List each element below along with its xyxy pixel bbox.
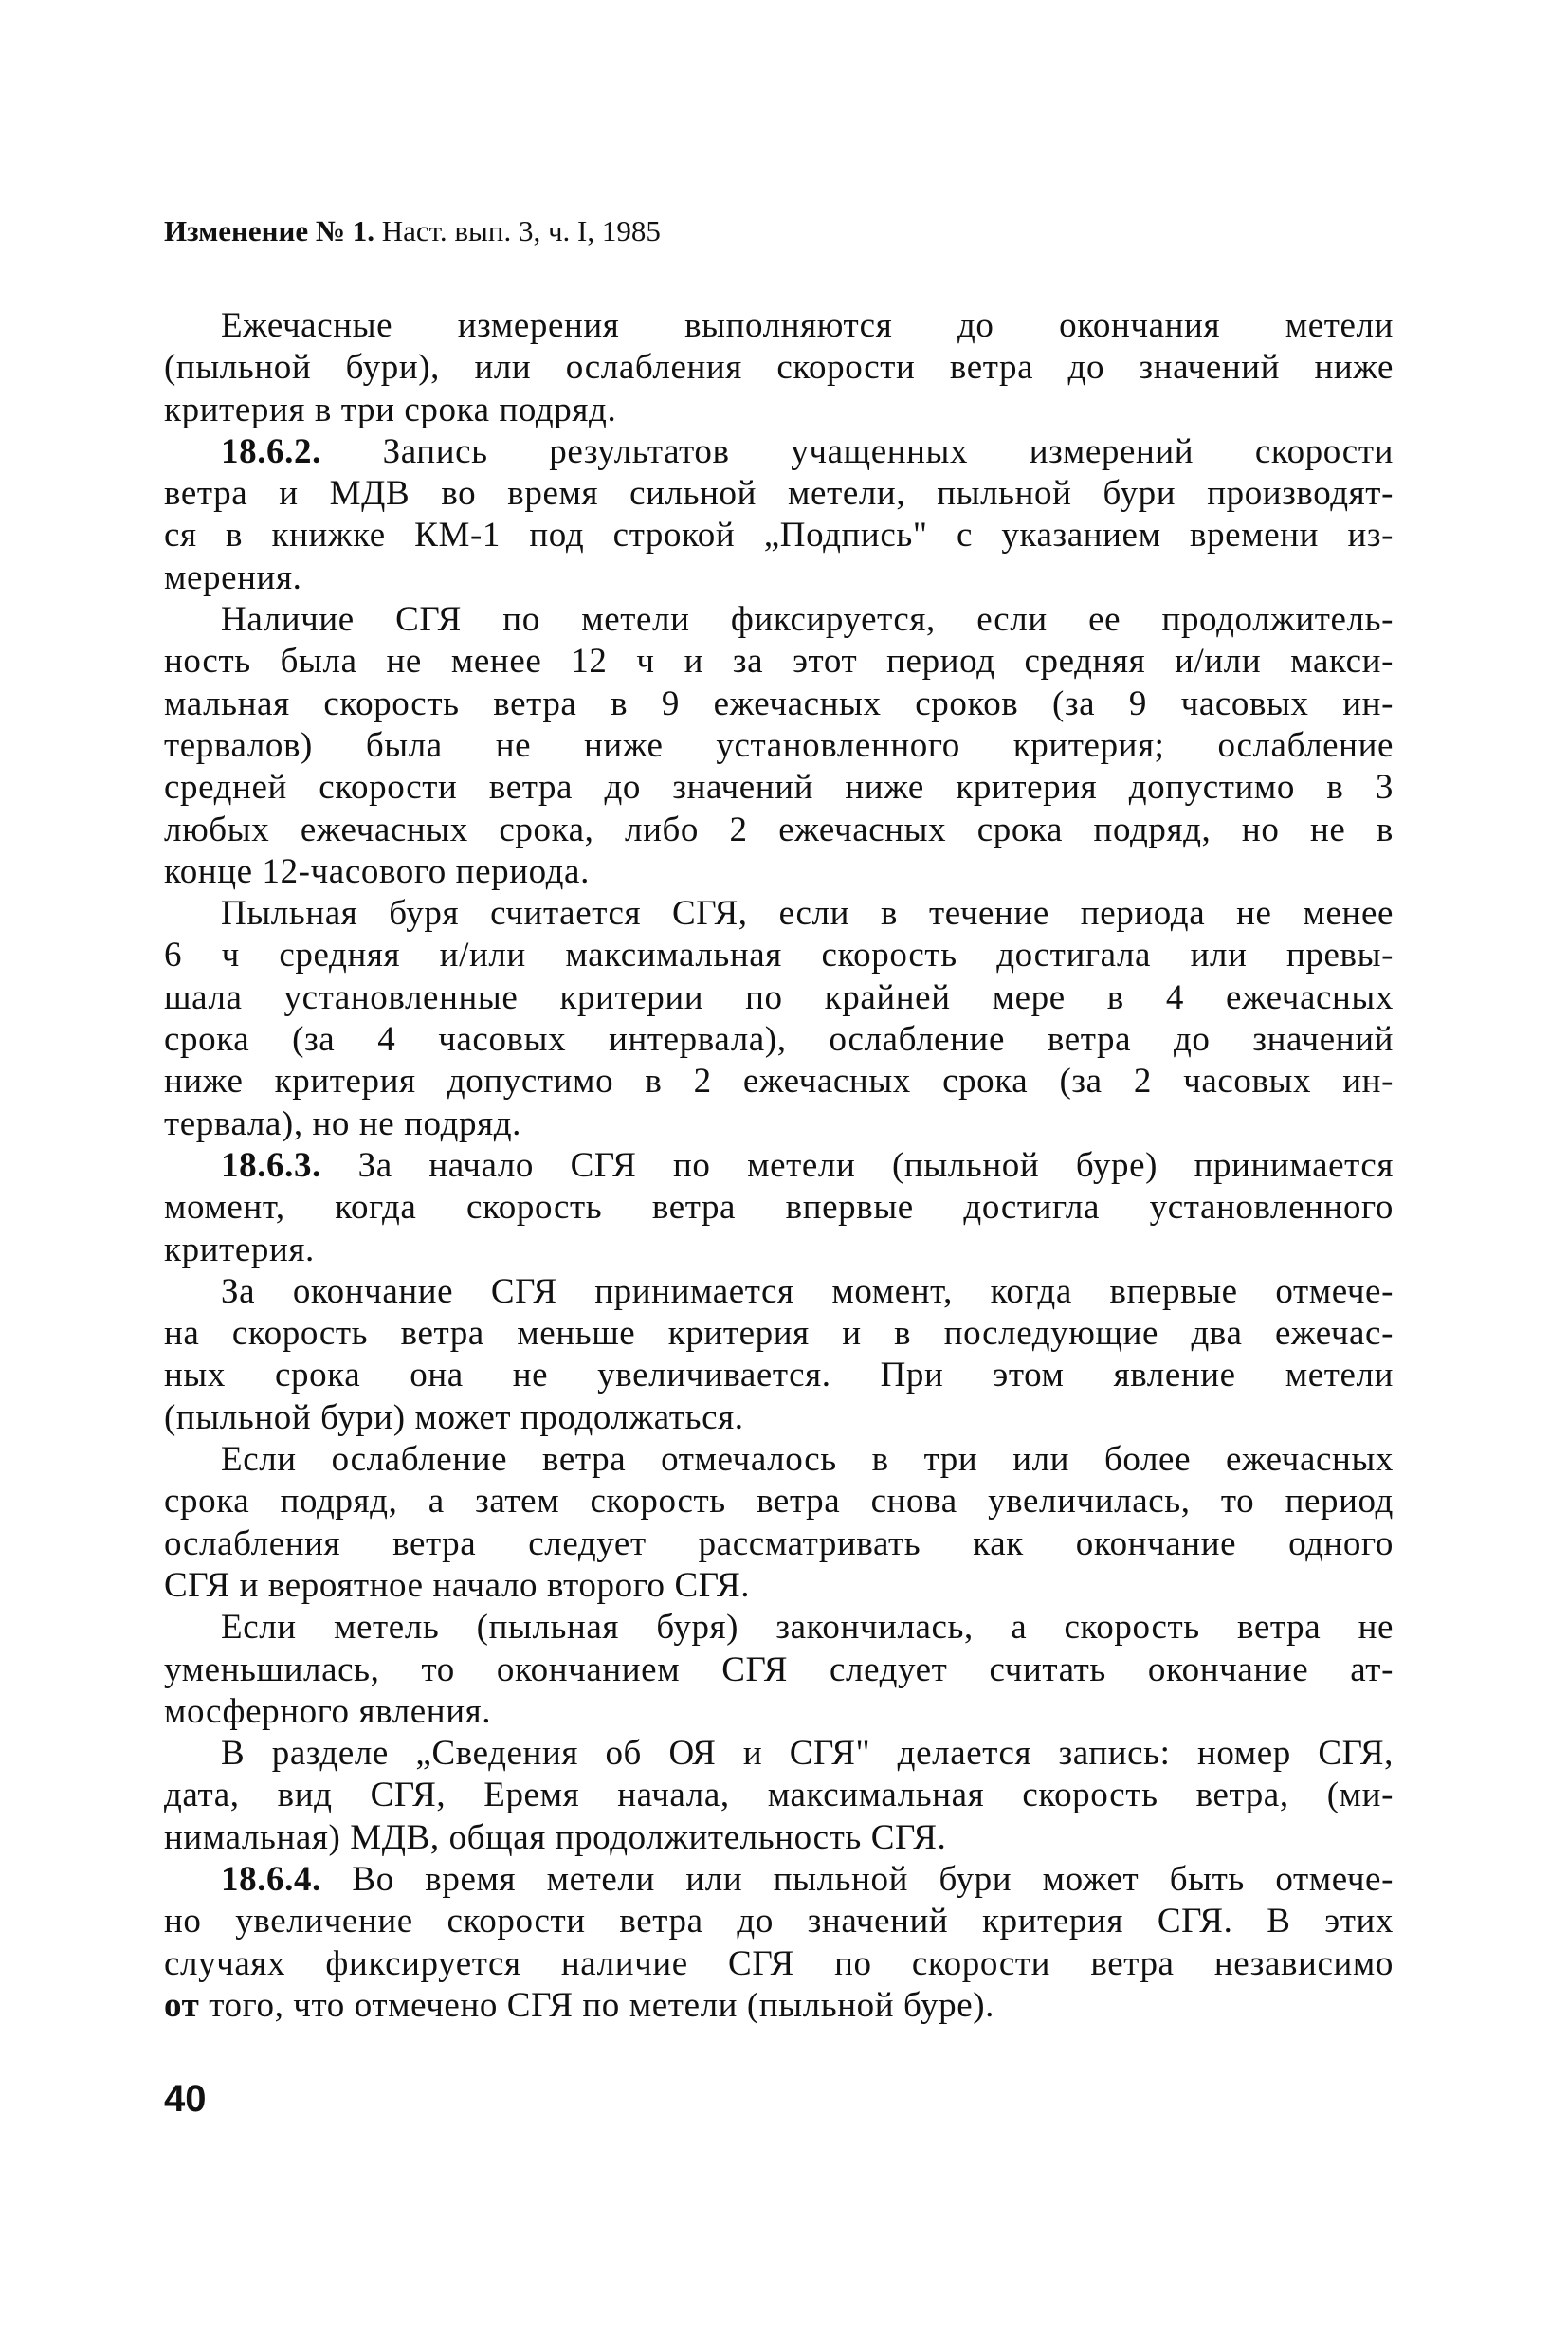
line-text: того, что отмечено СГЯ по метели (пыльной буре). xyxy=(199,1985,994,2025)
line-text: Ежечасные измерения выполняются до окончания метели xyxy=(221,306,1394,345)
text-line xyxy=(164,851,1394,893)
bold-text: 18.6.2. xyxy=(221,431,321,471)
line-text: ность была не менее 12 ч и за этот период средняя и/или макси- xyxy=(164,642,1394,682)
line-text: Запись результатов учащенных измерений скорости xyxy=(320,431,1394,471)
text-line xyxy=(164,1607,1394,1649)
text-line xyxy=(164,1481,1394,1522)
line-text: критерия. xyxy=(164,1230,315,1269)
line-text: ослабления ветра следует рассматривать как окончание одного xyxy=(164,1523,1394,1563)
text-line xyxy=(164,1271,1394,1313)
line-text: ся в книжке КМ-1 под строкой „Подпись" с указанием времени из- xyxy=(164,516,1394,556)
line-text: критерия в три срока подряд. xyxy=(164,390,617,429)
text-line xyxy=(164,1565,1394,1607)
text-line xyxy=(164,935,1394,976)
line-text: ных срока она не увеличивается. При этом явление метели xyxy=(164,1356,1394,1395)
paragraph xyxy=(164,431,1394,599)
header-publication: Наст. вып. 3, ч. I, 1985 xyxy=(374,214,661,247)
text-line xyxy=(164,1061,1394,1103)
line-text: срока подряд, а затем скорость ветра снова увеличилась, то период xyxy=(164,1482,1394,1522)
text-line xyxy=(164,473,1394,515)
line-text: (пыльной бури) может продолжаться. xyxy=(164,1397,744,1437)
text-line xyxy=(164,390,1394,431)
bold-text: от xyxy=(164,1985,200,2025)
line-text: Если метель (пыльная буря) закончилась, а скорость ветра не xyxy=(221,1608,1394,1648)
text-line xyxy=(164,1355,1394,1396)
line-text: За начало СГЯ по метели (пыльной буре) принимается xyxy=(320,1145,1394,1185)
line-text: Во время метели или пыльной бури может быть отмече- xyxy=(320,1859,1394,1899)
text-line xyxy=(164,767,1394,809)
text-line xyxy=(164,683,1394,725)
line-text: но увеличение скорости ветра до значений критерия СГЯ. В этих xyxy=(164,1902,1394,1941)
line-text: средней скорости ветра до значений ниже критерия допустимо в 3 xyxy=(164,768,1394,808)
text-line xyxy=(164,893,1394,935)
bold-text: 18.6.4. xyxy=(221,1859,321,1899)
line-text: тервалов) была не ниже установленного критерия; ослабление xyxy=(164,725,1394,765)
line-text: на скорость ветра меньше критерия и в последующие два ежечас- xyxy=(164,1314,1394,1354)
text-line xyxy=(164,515,1394,556)
text-line xyxy=(164,347,1394,389)
text-line xyxy=(164,725,1394,767)
line-text: срока (за 4 часовых интервала), ослабление ветра до значений xyxy=(164,1020,1394,1060)
text-line xyxy=(164,1691,1394,1733)
line-text: ниже критерия допустимо в 2 ежечасных срока (за 2 часовых ин- xyxy=(164,1062,1394,1102)
text-line xyxy=(164,305,1394,347)
paragraph xyxy=(164,1271,1394,1439)
paragraph xyxy=(164,1439,1394,1607)
text-line xyxy=(164,1523,1394,1565)
text-line xyxy=(164,1775,1394,1816)
page-number: 40 xyxy=(164,2078,207,2120)
text-line xyxy=(164,1187,1394,1229)
text-line xyxy=(164,977,1394,1019)
text-line xyxy=(164,1649,1394,1691)
paragraph xyxy=(164,1859,1394,2027)
line-text: В разделе „Сведения об ОЯ и СГЯ" делается запись: номер СГЯ, xyxy=(221,1734,1394,1774)
line-text: мерения. xyxy=(164,557,302,597)
paragraph xyxy=(164,1607,1394,1733)
paragraph xyxy=(164,1145,1394,1271)
text-line xyxy=(164,1145,1394,1187)
line-text: уменьшилась, то окончанием СГЯ следует считать окончание ат- xyxy=(164,1649,1394,1689)
text-line xyxy=(164,1859,1394,1901)
paragraph xyxy=(164,893,1394,1145)
text-line xyxy=(164,1901,1394,1942)
line-text: Пыльная буря считается СГЯ, если в течение периода не менее xyxy=(221,894,1394,934)
text-line xyxy=(164,1943,1394,1985)
paragraph xyxy=(164,1733,1394,1859)
line-text: (пыльной бури), или ослабления скорости ветра до значений ниже xyxy=(164,348,1394,388)
line-text: мосферного явления. xyxy=(164,1691,492,1731)
line-text: случаях фиксируется наличие СГЯ по скорости ветра независимо xyxy=(164,1943,1394,1983)
text-line xyxy=(164,1439,1394,1481)
text-line xyxy=(164,810,1394,851)
text-line xyxy=(164,1817,1394,1859)
line-text: тервала), но не подряд. xyxy=(164,1103,522,1143)
text-line xyxy=(164,1733,1394,1775)
text-line xyxy=(164,557,1394,599)
line-text: любых ежечасных срока, либо 2 ежечасных срока подряд, но не в xyxy=(164,810,1394,849)
header-change-label: Изменение № 1. xyxy=(164,214,375,247)
text-line xyxy=(164,1397,1394,1439)
bold-text: 18.6.3. xyxy=(221,1145,321,1185)
line-text: Наличие СГЯ по метели фиксируется, если ее продолжитель- xyxy=(221,600,1394,640)
line-text: нимальная) МДВ, общая продолжительность СГЯ. xyxy=(164,1817,947,1857)
line-text: шала установленные критерии по крайней мере в 4 ежечасных xyxy=(164,977,1394,1017)
page-header xyxy=(164,214,661,248)
line-text: конце 12-часового периода. xyxy=(164,851,590,891)
paragraph xyxy=(164,305,1394,431)
text-line xyxy=(164,1985,1394,2027)
text-line xyxy=(164,1313,1394,1355)
text-line xyxy=(164,599,1394,641)
text-line xyxy=(164,431,1394,473)
line-text: 6 ч средняя и/или максимальная скорость достигала или превы- xyxy=(164,936,1394,975)
text-line xyxy=(164,1019,1394,1061)
line-text: ветра и МДВ во время сильной метели, пыльной бури производят- xyxy=(164,474,1394,514)
line-text: дата, вид СГЯ, Еремя начала, максимальная скорость ветра, (ми- xyxy=(164,1776,1394,1815)
line-text: За окончание СГЯ принимается момент, когда впервые отмече- xyxy=(221,1271,1394,1311)
text-line xyxy=(164,1230,1394,1271)
line-text: момент, когда скорость ветра впервые достигла установленного xyxy=(164,1188,1394,1228)
line-text: мальная скорость ветра в 9 ежечасных сроков (за 9 часовых ин- xyxy=(164,683,1394,723)
text-line xyxy=(164,641,1394,683)
line-text: СГЯ и вероятное начало второго СГЯ. xyxy=(164,1565,751,1605)
line-text: Если ослабление ветра отмечалось в три или более ежечасных xyxy=(221,1440,1394,1480)
text-line xyxy=(164,1103,1394,1145)
document-body xyxy=(164,305,1394,2027)
paragraph xyxy=(164,599,1394,893)
